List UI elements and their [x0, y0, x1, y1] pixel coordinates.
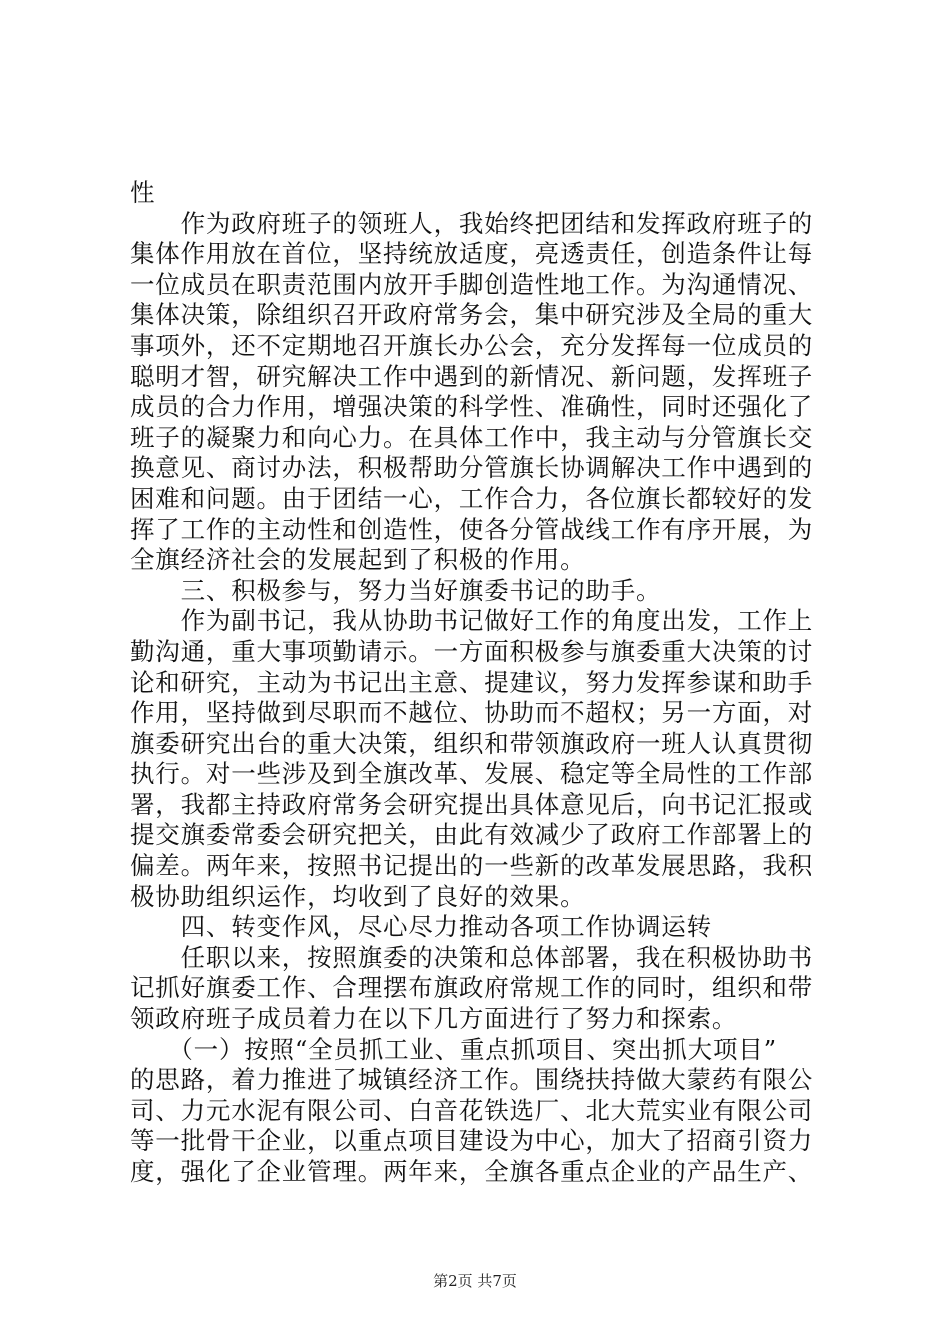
text-line: 一位成员在职责范围内放开手脚创造性地工作。为沟通情况、 — [130, 269, 814, 299]
text-line: 作用，坚持做到尽职而不越位、协助而不超权；另一方面，对 — [130, 698, 814, 728]
text-line: 聪明才智，研究解决工作中遇到的新情况、新问题，发挥班子 — [130, 361, 814, 391]
text-line: 班子的凝聚力和向心力。在具体工作中，我主动与分管旗长交 — [130, 422, 814, 452]
section-heading: 四、转变作风，尽心尽力推动各项工作协调运转 — [130, 912, 712, 942]
text-line: 提交旗委常委会研究把关，由此有效减少了政府工作部署上的 — [130, 820, 814, 850]
page-number-footer: 第2页 共7页 — [433, 1272, 517, 1290]
text-line: 执行。对一些涉及到全旗改革、发展、稳定等全局性的工作部 — [130, 759, 814, 789]
text-line: 事项外，还不定期地召开旗长办公会，充分发挥每一位成员的 — [130, 330, 814, 360]
text-line: 勤沟通，重大事项勤请示。一方面积极参与旗委重大决策的讨 — [130, 636, 814, 666]
text-line: 署，我都主持政府常务会研究提出具体意见后，向书记汇报或 — [130, 789, 814, 819]
text-line: 成员的合力作用，增强决策的科学性、准确性，同时还强化了 — [130, 392, 814, 422]
text-line: 性 — [130, 178, 156, 207]
text-line: 全旗经济社会的发展起到了积极的作用。 — [130, 545, 586, 575]
text-line: 旗委研究出台的重大决策，组织和带领旗政府一班人认真贯彻 — [130, 728, 814, 758]
text-line: 记抓好旗委工作、合理摆布旗政府常规工作的同时，组织和带 — [130, 973, 814, 1003]
text-line: 集体作用放在首位，坚持统放适度，亮透责任，创造条件让每 — [130, 239, 814, 269]
text-line: 换意见、商讨办法，积极帮助分管旗长协调解决工作中遇到的 — [130, 453, 814, 483]
text-line: 集体决策，除组织召开政府常务会，集中研究涉及全局的重大 — [130, 300, 814, 330]
text-line: 挥了工作的主动性和创造性，使各分管战线工作有序开展，为 — [130, 514, 814, 544]
text-line: 偏差。两年来，按照书记提出的一些新的改革发展思路，我积 — [130, 851, 814, 881]
text-line: 极协助组织运作，均收到了良好的效果。 — [130, 881, 586, 911]
text-line: 作为副书记，我从协助书记做好工作的角度出发，工作上 — [130, 606, 814, 636]
text-line: 领政府班子成员着力在以下几方面进行了努力和探索。 — [130, 1004, 738, 1034]
document-body — [130, 178, 830, 1188]
text-line: （一）按照“全员抓工业、重点抓项目、突出抓大项目” — [130, 1034, 777, 1064]
text-line: 作为政府班子的领班人，我始终把团结和发挥政府班子的 — [130, 208, 814, 238]
text-line: 度，强化了企业管理。两年来，全旗各重点企业的产品生产、 — [130, 1157, 814, 1186]
text-line: 论和研究，主动为书记出主意、提建议，努力发挥参谋和助手 — [130, 667, 814, 697]
section-heading: 三、积极参与，努力当好旗委书记的助手。 — [130, 575, 662, 605]
text-line: 司、力元水泥有限公司、白音花铁选厂、北大荒实业有限公司 — [130, 1095, 814, 1125]
text-line: 等一批骨干企业，以重点项目建设为中心，加大了招商引资力 — [130, 1126, 814, 1156]
text-line: 的思路，着力推进了城镇经济工作。围绕扶持做大蒙药有限公 — [130, 1065, 814, 1095]
text-line: 任职以来，按照旗委的决策和总体部署，我在积极协助书 — [130, 942, 814, 972]
text-line: 困难和问题。由于团结一心，工作合力，各位旗长都较好的发 — [130, 483, 814, 513]
